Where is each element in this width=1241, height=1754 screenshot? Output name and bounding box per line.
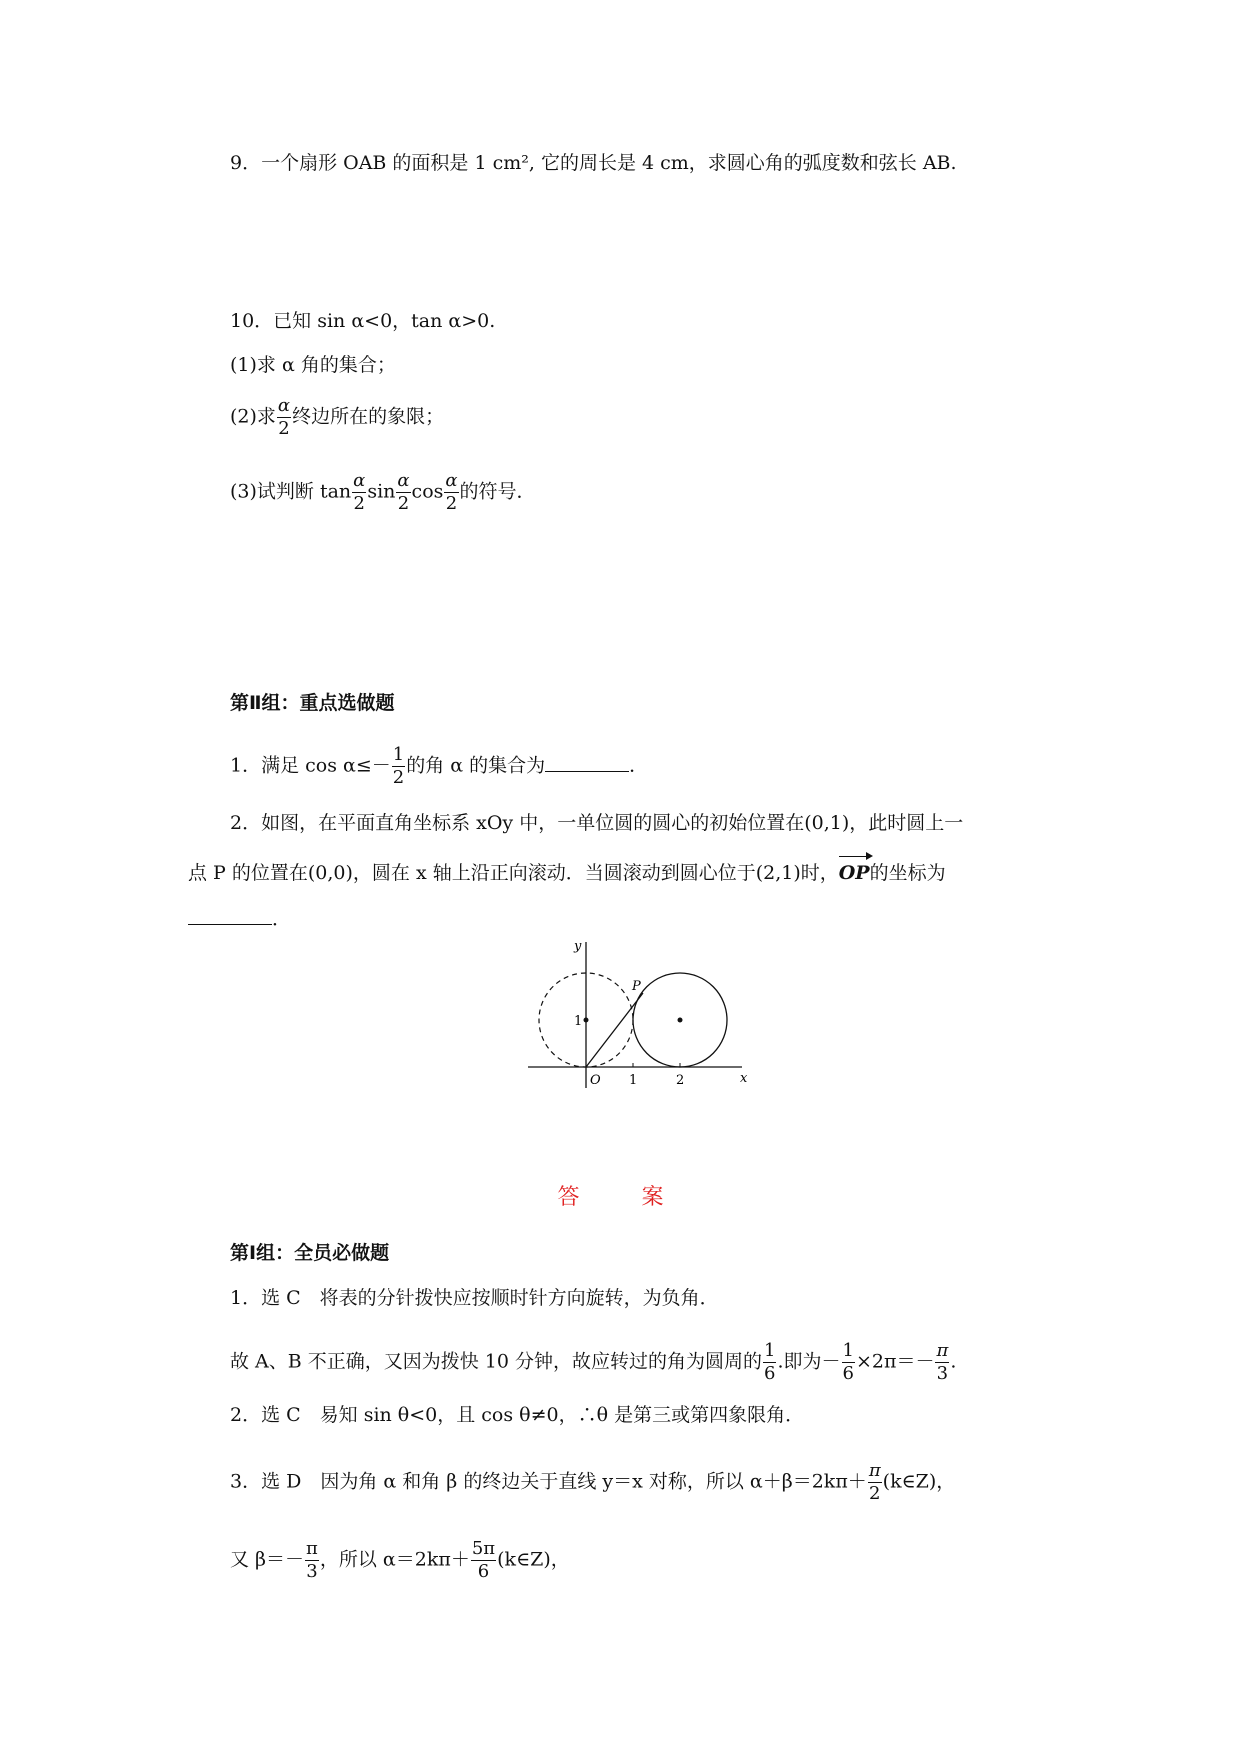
answer-blank xyxy=(545,753,629,772)
answer-1-line1: 1．选 C 将表的分针拨快应按顺时针方向旋转，为负角． xyxy=(230,1287,719,1309)
answer-blank xyxy=(188,906,272,925)
fraction-alpha-over-2: $\frac{\alpha}{2}$ xyxy=(445,470,458,514)
group2-question-2-line3 xyxy=(188,906,291,932)
a3b-prefix: 又 β＝－ xyxy=(230,1548,305,1571)
answer-1-line2 xyxy=(230,1340,956,1385)
fraction-one-sixth: $\frac{1}{6}$ xyxy=(764,1340,776,1384)
g2-q2-end: ． xyxy=(272,908,292,930)
initial-center-dot xyxy=(584,1018,589,1023)
g2-q2-line2-prefix: 点 P 的位置在(0,0)，圆在 x 轴上沿正向滚动．当圆滚动到圆心位于(2,1)时， xyxy=(188,862,839,884)
a1-mid2: ×2π＝－ xyxy=(855,1350,935,1373)
fraction-pi-over-3: $\frac{\pi}{3}$ xyxy=(306,1538,318,1582)
fraction-pi-over-2: $\frac{\pi}{2}$ xyxy=(868,1460,881,1504)
group1-heading: 第Ⅰ组：全员必做题 xyxy=(230,1242,390,1264)
group2-heading: 第Ⅱ组：重点选做题 xyxy=(230,692,395,714)
fraction-5pi-over-6: $\frac{5\pi}{6}$ xyxy=(471,1538,496,1582)
answers-title: 答 案 xyxy=(557,1185,684,1210)
g2-q1-suffix: 的角 α 的集合为 xyxy=(406,754,546,777)
answer-3-line2 xyxy=(230,1538,570,1583)
a3b-suffix: (k∈Z)， xyxy=(497,1548,570,1571)
axis-label-x: x xyxy=(740,1071,748,1086)
x-tick-label-1: 1 xyxy=(629,1073,638,1088)
q10-p3-prefix: (3)试判断 tan xyxy=(230,480,352,503)
question-10-part2 xyxy=(230,395,444,440)
group2-question-2-line2 xyxy=(188,860,946,886)
fraction-pi-over-3: $\frac{\pi}{3}$ xyxy=(936,1340,949,1384)
group2-question-1 xyxy=(230,744,648,789)
fraction-alpha-over-2: $\frac{\alpha}{2}$ xyxy=(353,470,366,514)
g2-q1-end: ． xyxy=(629,754,649,777)
fraction-alpha-over-2: $\frac{\alpha}{2}$ xyxy=(277,395,291,439)
fraction-one-half: $\frac{1}{2}$ xyxy=(392,744,405,788)
y-tick-label-1: 1 xyxy=(574,1014,583,1029)
q10-p3-sin: sin xyxy=(367,480,396,503)
a1-line2-prefix: 故 A、B 不正确，又因为拨快 10 分钟，故应转过的角为圆周的 xyxy=(230,1350,763,1373)
x-tick-label-2: 2 xyxy=(676,1073,685,1088)
question-10-part1: (1)求 α 角的集合； xyxy=(230,354,396,376)
a3b-mid: ，所以 α＝2kπ＋ xyxy=(319,1548,470,1571)
fraction-one-sixth: $\frac{1}{6}$ xyxy=(842,1340,854,1384)
axis-label-y: y xyxy=(574,939,582,954)
group2-question-2-line1: 2．如图，在平面直角坐标系 xOy 中，一单位圆的圆心的初始位置在(0,1)，此时圆上一 xyxy=(230,812,964,834)
question-9: 9．一个扇形 OAB 的面积是 1 cm², 它的周长是 4 cm，求圆心角的弧度数和弦长 AB. xyxy=(230,152,957,174)
answer-3-line1 xyxy=(230,1460,955,1505)
a1-mid: .即为－ xyxy=(777,1350,841,1373)
g2-q1-prefix: 1．满足 cos α≤－ xyxy=(230,754,391,777)
point-p-label: P xyxy=(632,979,641,994)
rolled-center-dot xyxy=(678,1018,683,1023)
fraction-alpha-over-2: $\frac{\alpha}{2}$ xyxy=(397,470,410,514)
a3-prefix: 3．选 D 因为角 α 和角 β 的终边关于直线 y＝x 对称，所以 α＋β＝2kπ＋ xyxy=(230,1470,867,1493)
rolling-circle-figure xyxy=(520,930,760,1100)
origin-label: O xyxy=(590,1073,601,1088)
q10-p2-suffix: 终边所在的象限； xyxy=(292,405,445,428)
a1-end: . xyxy=(950,1350,957,1373)
answer-2: 2．选 C 易知 sin θ<0，且 cos θ≠0，∴θ 是第三或第四象限角． xyxy=(230,1404,805,1426)
q10-p3-cos: cos xyxy=(411,480,444,503)
q10-p3-suffix: 的符号． xyxy=(459,480,536,503)
question-10-part3 xyxy=(230,470,536,515)
q10-p2-prefix: (2)求 xyxy=(230,405,276,428)
vector-op: OP xyxy=(838,862,870,884)
g2-q2-line2-suffix: 的坐标为 xyxy=(869,862,946,884)
a3-suffix: (k∈Z)， xyxy=(882,1470,956,1493)
question-10-intro: 10．已知 sin α<0，tan α>0. xyxy=(230,310,496,332)
